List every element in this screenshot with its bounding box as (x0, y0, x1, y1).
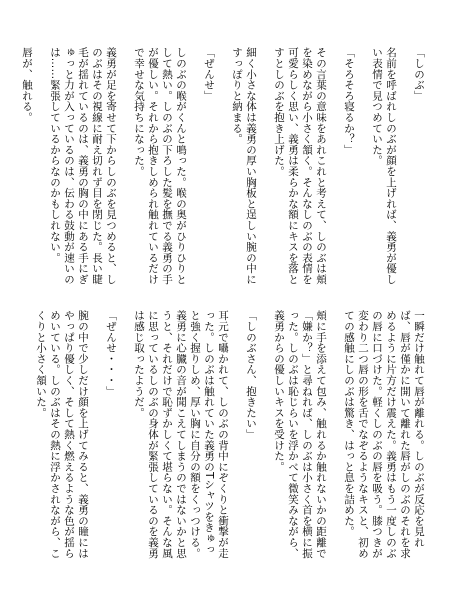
paragraph: 耳元で囁かれて、しのぶの背中にぞくりと衝撃が走った。しのぶは触れていた義勇のTシャツをきゅっと強く握りしめ、厚い胸に自分の額をくっつける。義勇に心臓の音が聞こえてしまうのではないかと思うと、それだけで恥ずかしくて堪らない。そんな風に思っているしのぶの身体が緊張しているのを義勇は感じ取ったようだ。 (133, 310, 229, 559)
paragraph: 頬に手を添えて包み、触れるか触れないかの距離で「嫌か？」と尋ねれば、しのぶは小さく首を横に振った。しのぶは恥じらいを浮かべて微笑みながら、義勇からの優しいキスを受けた。 (273, 310, 327, 559)
paragraph: 一瞬だけ触れて唇が離れる。しのぶが反応を見れば、唇が僅かに開いて離れた唇がしのぶのそれを求めるように片方だけ震えた。義勇はもう一度しのぶの唇に口づけた。軽くしのぶの唇を吸う。膝つきが変わり二つ唇の形を舌でなぞるようなキスと、初めての感触にしのぶは驚き、はっと息を詰めた。 (343, 310, 425, 559)
paragraph: 名前を呼ばれしのぶが顔を上げれば、義勇が優しい表情で見つめていた。 (371, 47, 397, 285)
lower-text-block (20, 310, 440, 565)
paragraph: 義勇が足を寄せて下からしのぶを見つめると、しのぶはその視線に耐え切れず目を閉じた。長い睫毛が揺れているのは、義勇の胸の中にある手にぎゅっと力が入っているのは、伝わる鼓動が速いのは……緊張しているからなのかもしれない。 (49, 47, 117, 285)
paragraph: 「そろそろ寝るか？」 (343, 47, 355, 155)
paragraph: 腕の中で少しだけ顔を上げてみると、義勇の瞳にはやっぱり優しく、そして熱く燃えるような色が揺らめいている。しのぶはその熱に浮かされながら、こくりと小さく頷いた。 (35, 310, 89, 559)
paragraph: 「ぜんせ・・・」 (105, 310, 117, 397)
paragraph: その言葉の意味をあれこれと考えて、しのぶは頬を染めながら小さく頷く。そんなしのぶの表情を可愛らしく思い、義勇は柔らかな額にキスを落とすとしのぶを抱き上げた。 (273, 47, 327, 285)
upper-text-block (6, 47, 440, 293)
paragraph: 「しのぶさん、抱きたい」 (245, 310, 257, 440)
paragraph: 唇が、触れる。 (21, 47, 33, 123)
paragraph: 細く小さな体は義勇の厚い胸板と逞しい腕の中にすっぽりと納まる。 (231, 47, 257, 285)
paragraph: 「しのぶ」 (413, 47, 425, 101)
paragraph: 「ぜんせ」 (203, 47, 215, 101)
paragraph: しのぶの喉がくんと鳴った。喉の奥がひりひりとして熱い。しのぶの下ろした髪を撫でる義勇の手が優しい。それから抱きしめられ触れているだけで幸せな気持ちになった。 (133, 47, 187, 285)
